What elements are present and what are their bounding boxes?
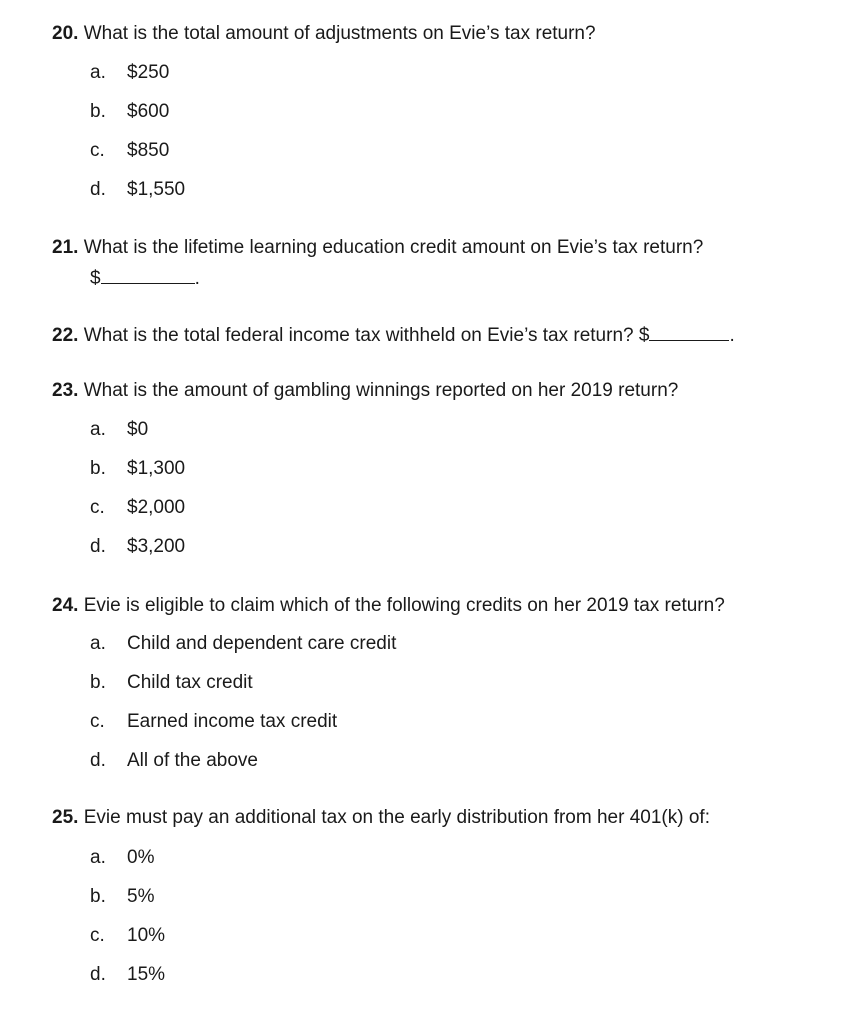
option-text: $250 (127, 62, 170, 83)
question-text: Evie must pay an additional tax on the early distribution from her 401(k) of: (83, 807, 710, 828)
dollar-sign: $ (90, 268, 101, 289)
option-text: $1,300 (127, 458, 186, 479)
option-letter: b. (90, 101, 106, 122)
question-20 (52, 22, 596, 46)
question-number: 25. (52, 807, 79, 828)
option-letter: d. (90, 750, 106, 771)
option-20-d[interactable] (90, 178, 185, 202)
option-23-c[interactable] (90, 496, 185, 520)
question-22 (52, 322, 735, 348)
option-24-b[interactable] (90, 671, 253, 695)
option-20-b[interactable] (90, 100, 169, 124)
option-text: $2,000 (127, 497, 186, 518)
option-letter: d. (90, 536, 106, 557)
option-letter: a. (90, 847, 106, 868)
option-text: $850 (127, 140, 170, 161)
option-letter: c. (90, 140, 105, 161)
option-letter: c. (90, 925, 105, 946)
question-text: What is the lifetime learning education credit amount on Evie’s tax return? (83, 237, 704, 258)
blank-line[interactable] (649, 322, 729, 341)
option-text: $3,200 (127, 536, 186, 557)
option-23-a[interactable] (90, 418, 148, 442)
option-text: 10% (127, 925, 166, 946)
option-25-c[interactable] (90, 924, 165, 948)
question-24 (52, 594, 725, 618)
option-letter: a. (90, 62, 106, 83)
option-letter: a. (90, 633, 106, 654)
question-number: 20. (52, 23, 79, 44)
option-24-c[interactable] (90, 710, 337, 734)
option-24-d[interactable] (90, 749, 258, 773)
question-number: 21. (52, 237, 79, 258)
blank-line[interactable] (101, 265, 195, 284)
question-text: What is the amount of gambling winnings reported on her 2019 return? (83, 380, 679, 401)
option-25-d[interactable] (90, 963, 165, 987)
blank-period: . (194, 268, 200, 289)
question-21 (52, 236, 703, 260)
option-24-a[interactable] (90, 632, 396, 656)
option-letter: d. (90, 964, 106, 985)
question-text: What is the total amount of adjustments on Evie’s tax return? (83, 23, 596, 44)
question-number: 24. (52, 595, 79, 616)
option-25-b[interactable] (90, 885, 154, 909)
option-letter: c. (90, 497, 105, 518)
option-text: $600 (127, 101, 170, 122)
option-text: All of the above (127, 750, 258, 771)
question-number: 23. (52, 380, 79, 401)
option-letter: b. (90, 886, 106, 907)
option-text: 15% (127, 964, 166, 985)
option-23-d[interactable] (90, 535, 185, 559)
option-text: 0% (127, 847, 155, 868)
option-20-a[interactable] (90, 61, 169, 85)
option-text: Earned income tax credit (127, 711, 338, 732)
option-text: Child and dependent care credit (127, 633, 397, 654)
answer-blank-21[interactable] (90, 265, 200, 291)
question-23 (52, 379, 678, 403)
question-number: 22. (52, 325, 79, 346)
option-letter: a. (90, 419, 106, 440)
option-20-c[interactable] (90, 139, 169, 163)
option-letter: c. (90, 711, 105, 732)
option-25-a[interactable] (90, 846, 154, 870)
question-text: Evie is eligible to claim which of the following credits on her 2019 tax return? (83, 595, 725, 616)
option-text: 5% (127, 886, 155, 907)
option-23-b[interactable] (90, 457, 185, 481)
question-text: What is the total federal income tax withheld on Evie’s tax return? $ (83, 325, 650, 346)
option-letter: b. (90, 458, 106, 479)
option-text: $0 (127, 419, 149, 440)
option-letter: b. (90, 672, 106, 693)
blank-period: . (729, 325, 735, 346)
option-letter: d. (90, 179, 106, 200)
question-25 (52, 806, 710, 830)
option-text: Child tax credit (127, 672, 253, 693)
option-text: $1,550 (127, 179, 186, 200)
